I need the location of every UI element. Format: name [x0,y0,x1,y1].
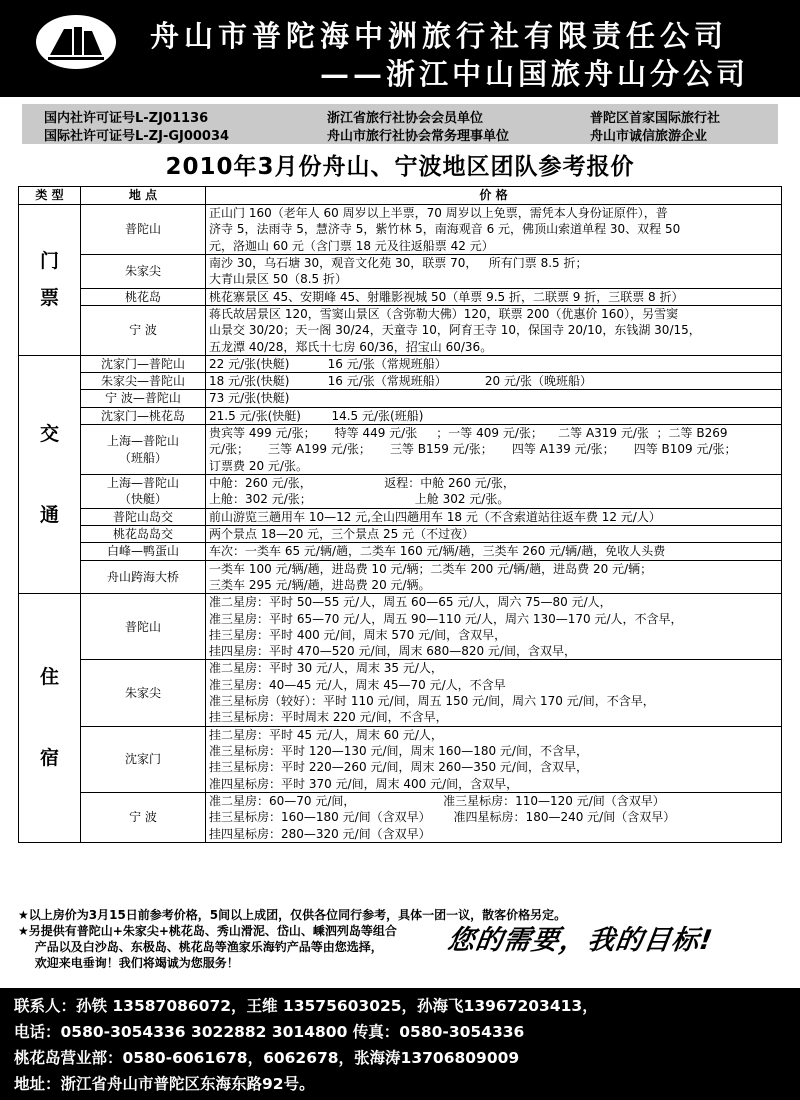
table-row [19,390,782,407]
price-cell: 中舱：260 元/张， 返程：中舱 260 元/张， 上舱：302 元/张； 上舱 302 元/张。 [206,475,782,509]
credential-first-intl-agency: 普陀区首家国际旅行社 [590,111,721,126]
price-cell: 桃花寨景区 45、安期峰 45、射雕影视城 50（单票 9.5 折，二联票 9 折，三联票 8 折） [206,288,782,305]
credentials-bar [22,104,778,144]
place-cell: 桃花岛 [81,288,206,305]
table-row [19,660,782,726]
price-cell: 挂二星房：平时 45 元/人，周末 60 元/人， 准三星标房：平时 120—130 元/间，周末 160—180 元/间，不含早， 挂三星标房：平时 220—260 元/间，周末 260—350 元/间，含双早， 准四星标房：平时 370 元/间，周末 400 元/间，含双早， [206,726,782,792]
table-row [19,508,782,525]
place-cell: 沈家门—桃花岛 [81,407,206,424]
header-price: 价 格 [206,187,782,205]
table-row [19,726,782,792]
place-cell: 桃花岛岛交 [81,525,206,542]
category-tickets-char-1: 门 [39,250,59,273]
place-cell: 朱家尖 [81,254,206,288]
notes [18,908,567,972]
contact-people: 联系人：孙铁 13587086072，王维 13575603025，孙海飞13967203413， [14,997,598,1015]
table-row [19,305,782,355]
table-row [19,475,782,509]
price-cell: 18 元/张(快艇) 16 元/张（常规班船） 20 元/张（晚班船） [206,373,782,390]
place-cell: 朱家尖 [81,660,206,726]
place-cell: 沈家门—普陀山 [81,355,206,372]
note-extra-products: ★另提供有普陀山+朱家尖+桃花岛、秀山滑泥、岱山、嵊泗列岛等组合 产品以及白沙岛、东极岛、桃花岛等渔家乐海钓产品等由您选择， 欢迎来电垂询！我们将竭诚为您服务！ [18,923,397,970]
place-cell: 宁 波 [81,792,206,842]
note-price-validity: ★以上房价为3月15日前参考价格，5间以上成团，仅供各位同行参考，具体一团一议，散客价格另定。 [18,908,567,922]
credential-domestic-license: 国内社许可证号L-ZJ01136 [44,111,209,126]
table-row [19,792,782,842]
category-transport [19,355,81,593]
place-cell: 沈家门 [81,726,206,792]
price-cell: 南沙 30，乌石塘 30，观音文化苑 30，联票 70， 所有门票 8.5 折； 大青山景区 50（8.5 折） [206,254,782,288]
place-cell: 普陀山 [81,594,206,660]
price-cell: 前山游览三趟用车 10—12 元,全山四趟用车 18 元（不含索道站往返车费 12 元/人） [206,508,782,525]
credential-association-member: 浙江省旅行社协会会员单位 [327,111,484,126]
table-row [19,355,782,372]
price-cell: 蒋氏故居景区 120，雪窦山景区（含弥勒大佛）120，联票 200（优惠价 160），另雪窦 山景交 30/20；天一阁 30/24，天童寺 10，阿育王寺 10，保国寺 20/10，东钱湖 30/15， 五龙潭 40/28，郑氏十七房 60/36，招宝山 60/36。 [206,305,782,355]
price-cell: 22 元/张(快艇) 16 元/张（常规班船） [206,355,782,372]
category-tickets [19,205,81,356]
category-transport-char-2: 通 [39,503,59,526]
contact-footer [0,988,800,1100]
place-cell: 朱家尖—普陀山 [81,373,206,390]
company-subtitle: ——浙江中山国旅舟山分公司 [320,57,750,91]
contact-branch: 桃花岛营业部：0580-6061678，6062678，张海涛13706809009 [14,1049,520,1067]
page-title: 2010年3月份舟山、宁波地区团队参考报价 [165,154,635,180]
price-cell: 贵宾等 499 元/张； 特等 449 元/张 ；一等 409 元/张； 二等 A319 元/张 ；二等 B269 元/张； 三等 A199 元/张； 三等 B159 元/张； 四等 A139 元/张； 四等 B109 元/张； 订票费 20 元/张。 [206,425,782,475]
price-cell: 一类车 100 元/辆/趟，进岛费 10 元/辆；二类车 200 元/辆/趟，进岛费 20 元/辆； 三类车 295 元/辆/趟，进岛费 20 元/辆。 [206,560,782,594]
table-row [19,407,782,424]
price-cell: 准二星房：平时 50—55 元/人，周五 60—65 元/人，周六 75—80 元/人， 准三星房：平时 65—70 元/人，周五 90—110 元/人，周六 130—170 元/人，不含早， 挂三星房：平时 400 元/间，周末 570 元/间，含双早， 挂四星房：平时 470—520 元/间，周末 680—820 元/间，含双早， [206,594,782,660]
credential-council-member: 舟山市旅行社协会常务理事单位 [327,129,510,144]
place-cell: 白峰—鸭蛋山 [81,543,206,560]
credential-intl-license: 国际社许可证号L-ZJ-GJ00034 [44,129,230,144]
place-cell: 上海—普陀山 （班船） [81,425,206,475]
table-row [19,525,782,542]
place-cell: 宁 波—普陀山 [81,390,206,407]
category-tickets-char-2: 票 [39,286,59,309]
table-row [19,560,782,594]
category-lodging-char-2: 宿 [39,747,59,770]
price-cell: 车次：一类车 65 元/辆/趟，二类车 160 元/辆/趟，三类车 260 元/辆/趟，免收人头费 [206,543,782,560]
contact-address: 地址：浙江省舟山市普陀区东海东路92号。 [14,1075,315,1093]
table-row [19,425,782,475]
category-transport-char-1: 交 [39,422,59,445]
table-row [19,205,782,255]
price-cell: 21.5 元/张(快艇) 14.5 元/张(班船) [206,407,782,424]
place-cell: 舟山跨海大桥 [81,560,206,594]
place-cell: 普陀山 [81,205,206,255]
category-lodging-char-1: 住 [39,666,59,689]
category-lodging [19,594,81,843]
slogan: 您的需要，我的目标! [445,925,716,956]
table-header-row [19,187,782,205]
credential-trust-enterprise: 舟山市诚信旅游企业 [590,129,708,144]
price-cell: 两个景点 18—20 元，三个景点 25 元（不过夜） [206,525,782,542]
contact-phone-fax: 电话：0580-3054336 3022882 3014800 传真：0580-3054336 [14,1023,525,1041]
price-cell: 正山门 160（老年人 60 周岁以上半票，70 周岁以上免票，需凭本人身份证原件），普 济寺 5，法雨寺 5，慧济寺 5，紫竹林 5，南海观音 6 元，佛顶山索道单程 30、双程 50 元，洛迦山 60 元（含门票 18 元及往返船票 42 元） [206,205,782,255]
place-cell: 宁 波 [81,305,206,355]
price-cell: 准二星房：平时 30 元/人，周末 35 元/人， 准三星房：40—45 元/人，周末 45—70 元/人，不含早 准三星标房（较好）：平时 110 元/间，周五 150 元/间，周六 170 元/间，不含早， 挂三星标房：平时周末 220 元/间，不含早， [206,660,782,726]
table-row [19,254,782,288]
price-cell: 73 元/张(快艇) [206,390,782,407]
price-table [18,186,782,843]
company-logo-icon [34,13,118,71]
place-cell: 上海—普陀山 （快艇） [81,475,206,509]
header-place: 地 点 [81,187,206,205]
table-row [19,288,782,305]
header-type: 类 型 [19,187,81,205]
table-row [19,594,782,660]
header-banner [0,0,800,97]
table-row [19,373,782,390]
table-row [19,543,782,560]
place-cell: 普陀山岛交 [81,508,206,525]
price-cell: 准二星房：60—70 元/间， 准三星标房：110—120 元/间（含双早） 挂三星标房：160—180 元/间（含双早） 准四星标房：180—240 元/间（含双早） 挂四星标房：280—320 元/间（含双早） [206,792,782,842]
company-name: 舟山市普陀海中洲旅行社有限责任公司 [150,19,729,53]
